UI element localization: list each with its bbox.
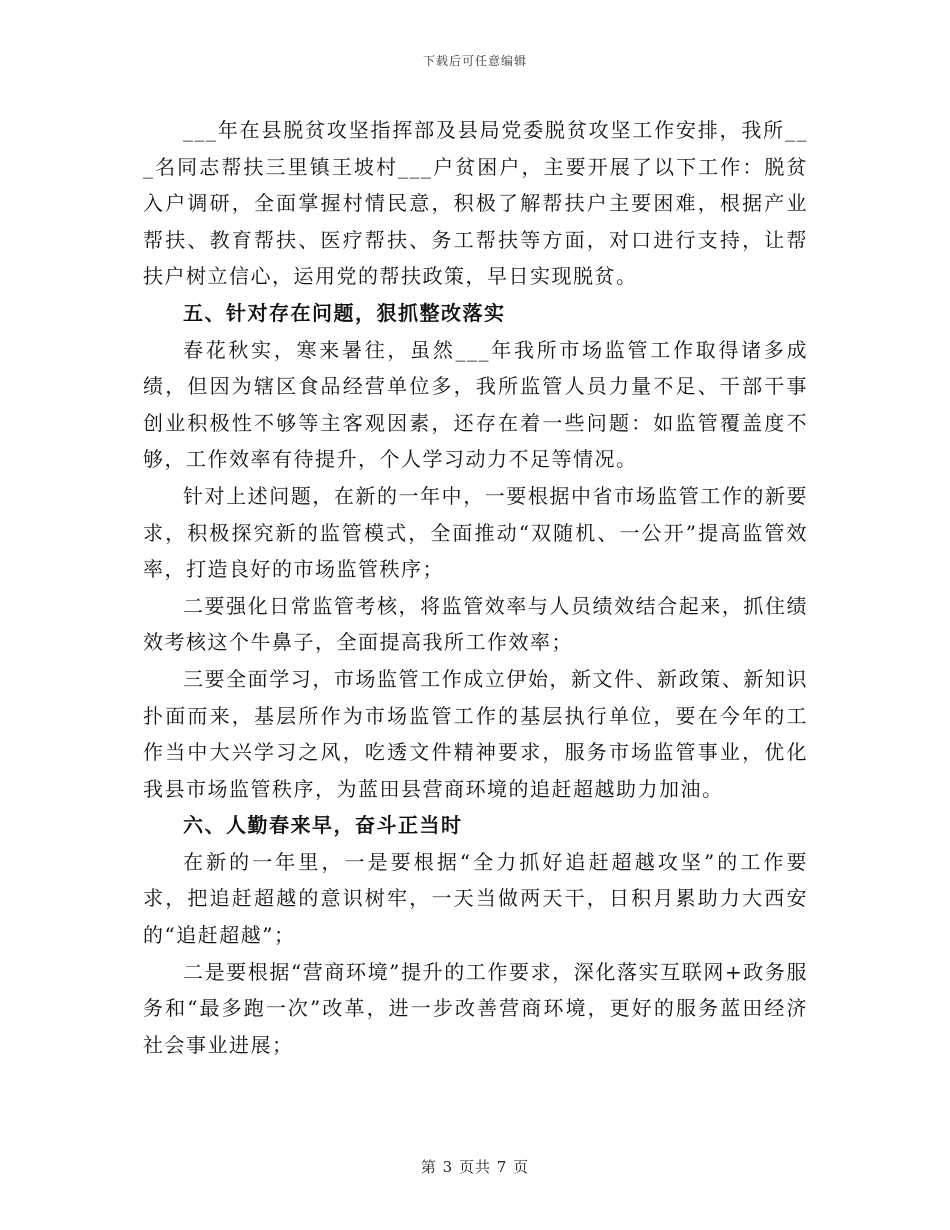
paragraph-plan-2: 二是要根据“营商环境”提升的工作要求，深化落实互联网+政务服务和“最多跑一次”改革，进一步改善营商环境，更好的服务蓝田经济社会事业进展； [143, 959, 808, 1057]
section-heading-5: 五、针对存在问题，狠抓整改落实 [183, 300, 506, 325]
section-heading-6: 六、人勤春来早，奋斗正当时 [183, 813, 463, 838]
page-header: 下载后可任意编辑 [422, 54, 527, 68]
document-body [143, 112, 808, 1063]
paragraph-problems: 春花秋实，寒来暑往，虽然___年我所市场监管工作取得诸多成绩，但因为辖区食品经营单位多，我所监管人员力量不足、干部干事创业积极性不够等主客观因素，还存在着一些问题：如监管覆盖度不够，工作效率有待提升，个人学习动力不足等情况。 [143, 337, 808, 472]
paragraph-measure-2: 二要强化日常监管考核，将监管效率与人员绩效结合起来，抓住绩效考核这个牛鼻子，全面提高我所工作效率； [143, 593, 808, 655]
paragraph-poverty-aid: ___年在县脱贫攻坚指挥部及县局党委脱贫攻坚工作安排，我所___名同志帮扶三里镇王坡村___户贫困户，主要开展了以下工作：脱贫入户调研，全面掌握村情民意，积极了解帮扶户主要困难，根据产业帮扶、教育帮扶、医疗帮扶、务工帮扶等方面，对口进行支持，让帮扶户树立信心，运用党的帮扶政策，早日实现脱贫。 [143, 118, 808, 289]
page-number-footer: 第 3 页共 7 页 [420, 1158, 530, 1176]
paragraph-measure-3: 三要全面学习，市场监管工作成立伊始，新文件、新政策、新知识扑面而来，基层所作为市场监管工作的基层执行单位，要在今年的工作当中大兴学习之风，吃透文件精神要求，服务市场监管事业，优化我县市场监管秩序，为蓝田县营商环境的追赶超越助力加油。 [143, 666, 808, 801]
paragraph-plan-1: 在新的一年里，一是要根据“全力抓好追赶超越攻坚”的工作要求，把追赶超越的意识树牢，一天当做两天干，日积月累助力大西安的“追赶超越”； [143, 849, 808, 948]
paragraph-measure-1: 针对上述问题，在新的一年中，一要根据中省市场监管工作的新要求，积极探究新的监管模式，全面推动“双随机、一公开”提高监管效率，打造良好的市场监管秩序； [143, 483, 808, 582]
